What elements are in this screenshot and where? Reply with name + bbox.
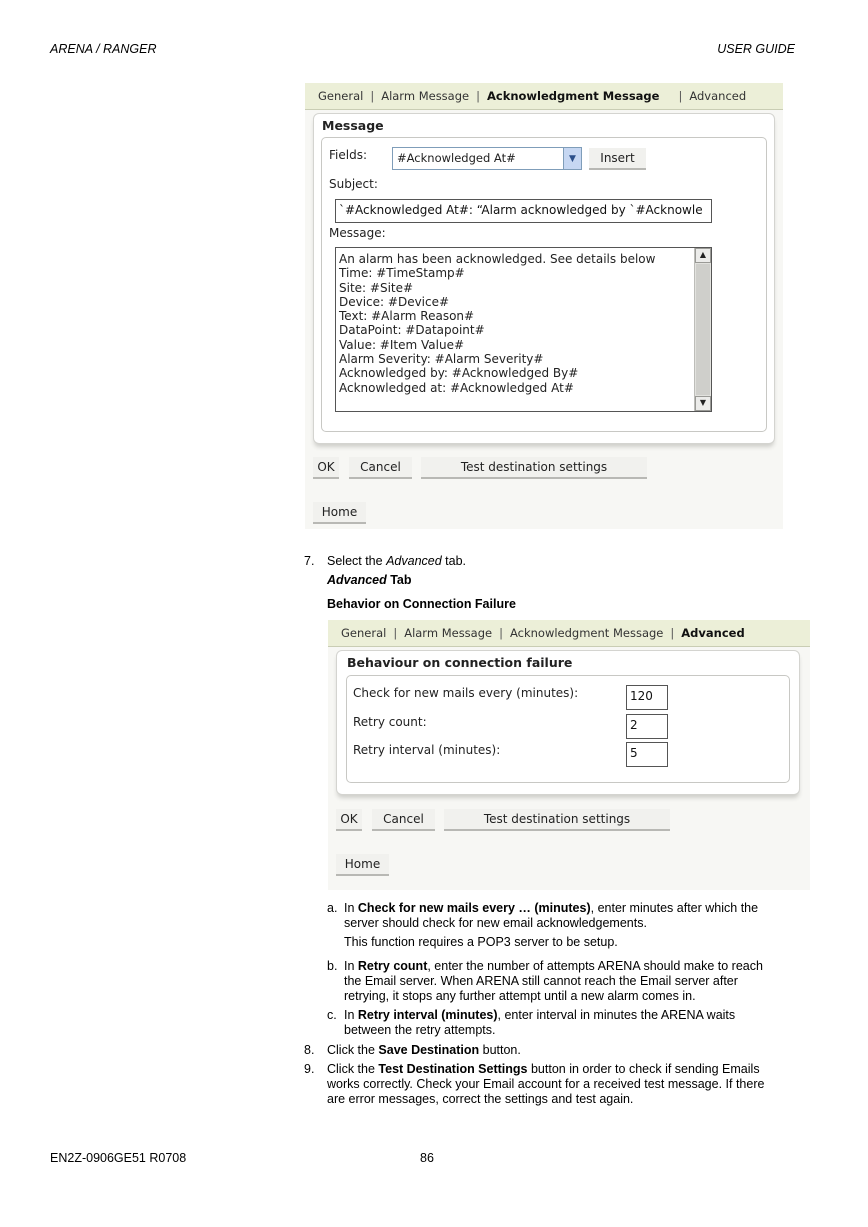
step-9-text: Click the Test Destination Settings button in order to check if sending Emails works correctly. Check your Email account for a received test message. If there are error messages, correct the settings and test again.: [327, 1062, 765, 1106]
substep-b-text: In Retry count, enter the number of attempts ARENA should make to reach the Email server. When ARENA still cannot reach the Email server after retrying, it stops any further attempt until a new alarm comes in.: [344, 959, 763, 1003]
substep-a-text: In Check for new mails every … (minutes), enter minutes after which the server should check for new email acknowledgements.: [344, 901, 759, 930]
advanced-tab-heading: Advanced Tab: [327, 573, 412, 587]
substep-c-letter: c.: [327, 1008, 337, 1022]
message-line: Acknowledged at: #Acknowledged At#: [339, 380, 574, 395]
ok-button[interactable]: OK: [336, 809, 362, 831]
check-mails-label: Check for new mails every (minutes):: [353, 686, 579, 700]
tab-alarm-message[interactable]: Alarm Message: [381, 89, 470, 103]
substep-b-letter: b.: [327, 959, 338, 973]
tab-general[interactable]: General: [341, 626, 387, 640]
fields-label: Fields:: [329, 148, 367, 162]
tab-advanced[interactable]: Advanced: [681, 626, 745, 640]
message-label: Message:: [329, 226, 386, 240]
tab-advanced[interactable]: Advanced: [689, 89, 747, 103]
header-product: ARENA / RANGER: [50, 42, 157, 56]
substep-c-text: In Retry interval (minutes), enter interval in minutes the ARENA waits between the retry attempts.: [344, 1008, 736, 1037]
cancel-button[interactable]: Cancel: [372, 809, 435, 831]
tab-acknowledgment-message[interactable]: Acknowledgment Message: [509, 626, 664, 640]
advanced-tab-screenshot: [328, 620, 810, 890]
retry-count-label: Retry count:: [353, 715, 427, 729]
retry-interval-label: Retry interval (minutes):: [353, 743, 501, 757]
message-line: Site: #Site#: [339, 280, 414, 295]
footer-doc-id: EN2Z-0906GE51 R0708: [50, 1151, 187, 1165]
subject-label: Subject:: [329, 177, 378, 191]
cancel-button[interactable]: Cancel: [349, 457, 412, 479]
message-group-title: Message: [322, 118, 384, 133]
scroll-down-icon[interactable]: ▼: [695, 396, 711, 411]
message-line: Value: #Item Value#: [339, 337, 465, 352]
message-text: [339, 252, 708, 395]
message-line: Alarm Severity: #Alarm Severity#: [339, 352, 544, 367]
message-textarea[interactable]: [335, 247, 712, 412]
message-line: Text: #Alarm Reason#: [339, 309, 475, 324]
substep-a-letter: a.: [327, 901, 338, 915]
tab-bar: General | Alarm Message | Acknowledgment Message | Advanced: [328, 620, 810, 647]
fields-select-value: #Acknowledged At#: [397, 151, 516, 165]
connection-failure-title: Behaviour on connection failure: [347, 655, 573, 670]
message-group: [313, 113, 775, 444]
fields-select[interactable]: [392, 147, 582, 170]
message-line: Time: #TimeStamp#: [339, 266, 465, 281]
tab-bar: General | Alarm Message | Acknowledgment Message | Advanced: [305, 83, 783, 110]
step-7-text: Select the Advanced tab.: [327, 554, 467, 568]
step-8-number: 8.: [304, 1043, 315, 1057]
ok-button[interactable]: OK: [313, 457, 339, 479]
connection-failure-inner: [346, 675, 790, 783]
scroll-thumb[interactable]: [696, 264, 710, 395]
insert-button[interactable]: Insert: [589, 148, 646, 170]
subject-field[interactable]: `#Acknowledged At#: “Alarm acknowledged by `#Acknowle: [335, 199, 712, 223]
connection-failure-group: [336, 650, 800, 795]
tab-acknowledgment-message[interactable]: Acknowledgment Message: [486, 89, 660, 103]
tab-general[interactable]: General: [318, 89, 364, 103]
retry-interval-input[interactable]: 5: [626, 742, 668, 767]
message-line: Device: #Device#: [339, 294, 450, 309]
acknowledgment-message-screenshot: [305, 83, 783, 529]
substep-a-note: This function requires a POP3 server to be setup.: [344, 935, 618, 949]
chevron-down-icon[interactable]: ▼: [563, 148, 581, 169]
step-8-text: Click the Save Destination button.: [327, 1043, 521, 1057]
behavior-heading: Behavior on Connection Failure: [327, 597, 516, 611]
home-button[interactable]: Home: [336, 854, 389, 876]
message-line: DataPoint: #Datapoint#: [339, 323, 485, 338]
step-7-number: 7.: [304, 554, 315, 568]
message-scrollbar[interactable]: [694, 248, 711, 411]
header-doc-type: USER GUIDE: [717, 42, 795, 56]
test-destination-settings-button[interactable]: Test destination settings: [421, 457, 647, 479]
test-destination-settings-button[interactable]: Test destination settings: [444, 809, 670, 831]
tab-alarm-message[interactable]: Alarm Message: [404, 626, 493, 640]
check-mails-input[interactable]: 120: [626, 685, 668, 710]
message-group-inner: [321, 137, 767, 432]
step-9-number: 9.: [304, 1062, 315, 1076]
message-line: An alarm has been acknowledged. See details below: [339, 252, 656, 266]
retry-count-input[interactable]: 2: [626, 714, 668, 739]
scroll-up-icon[interactable]: ▲: [695, 248, 711, 263]
home-button[interactable]: Home: [313, 502, 366, 524]
page-number: 86: [420, 1151, 434, 1165]
message-line: Acknowledged by: #Acknowledged By#: [339, 366, 579, 381]
